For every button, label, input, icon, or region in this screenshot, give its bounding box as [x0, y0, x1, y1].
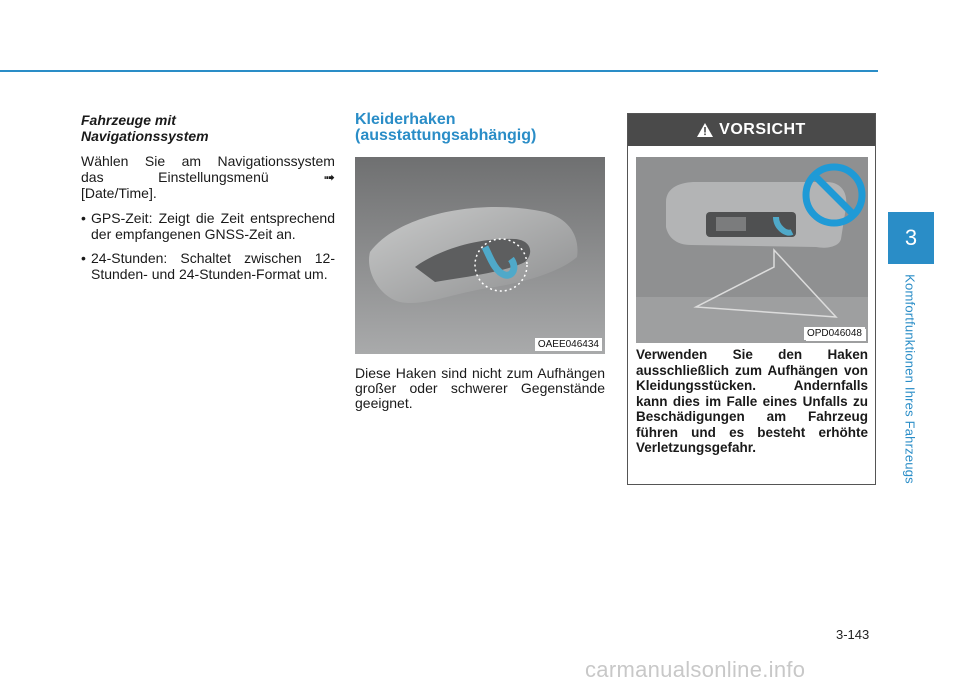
chapter-tab — [888, 212, 934, 264]
intro-word: am — [181, 153, 202, 169]
subheading-line-1: Fahrzeuge mit — [81, 112, 176, 128]
chapter-title: Komfortfunktionen Ihres Fahrzeugs — [902, 274, 918, 484]
left-column — [81, 112, 335, 290]
subheading — [81, 112, 335, 144]
bullet-marker: • — [81, 210, 86, 226]
warning-triangle-icon — [697, 123, 713, 137]
section-title-line-1: Kleiderhaken — [355, 111, 456, 128]
intro-menu-path: [Date/Time]. — [81, 185, 157, 201]
chapter-number: 3 — [904, 225, 918, 250]
list-item — [81, 210, 335, 242]
caution-header — [628, 114, 875, 146]
caution-title: VORSICHT — [719, 121, 806, 138]
list-item — [81, 250, 335, 282]
caution-box — [627, 113, 876, 485]
intro-word: das — [81, 169, 104, 185]
page-number: 3-143 — [836, 627, 870, 642]
intro-word: Wählen — [81, 153, 129, 169]
section-title — [355, 112, 605, 144]
hanger-illustration — [636, 157, 868, 343]
intro-word: Navigationssystem — [217, 153, 335, 169]
image-code: OPD046048 — [804, 327, 865, 340]
intro-word: Einstellungsmenü — [158, 169, 269, 185]
middle-column-heading — [355, 112, 605, 144]
bullet-list — [81, 210, 335, 282]
subheading-line-2: Navigationssystem — [81, 128, 209, 144]
hook-description: Diese Haken sind nicht zum Aufhängen großer oder schwerer Gegenstände geeignet. — [355, 365, 605, 411]
section-title-line-2: (ausstattungsabhängig) — [355, 127, 537, 144]
arrow-icon: ➟ — [323, 169, 335, 185]
image-code: OAEE046434 — [535, 338, 602, 351]
hanger-photo — [636, 157, 868, 343]
intro-paragraph — [81, 153, 335, 201]
list-item-text: GPS-Zeit: Zeigt die Zeit entsprechend der empfangenen GNSS-Zeit an. — [91, 210, 335, 242]
caution-text: Verwenden Sie den Haken ausschließlich zum Aufhängen von Kleidungsstücken. Andernfalls kann dies im Falle eines Unfalls zu Beschädigungen am Fahrzeug führen und es besteht erhöhte Verletzungsgefahr. — [636, 347, 868, 455]
coat-hook-illustration — [355, 157, 605, 354]
list-item-text: 24-Stunden: Schaltet zwischen 12-Stunden- und 24-Stunden-Format um. — [91, 250, 335, 282]
intro-word: Sie — [144, 153, 166, 169]
coat-hook-photo — [355, 157, 605, 354]
watermark: carmanualsonline.info — [585, 657, 806, 682]
bullet-marker: • — [81, 250, 86, 266]
header-rule — [0, 70, 878, 72]
chapter-title-vertical — [899, 268, 921, 490]
